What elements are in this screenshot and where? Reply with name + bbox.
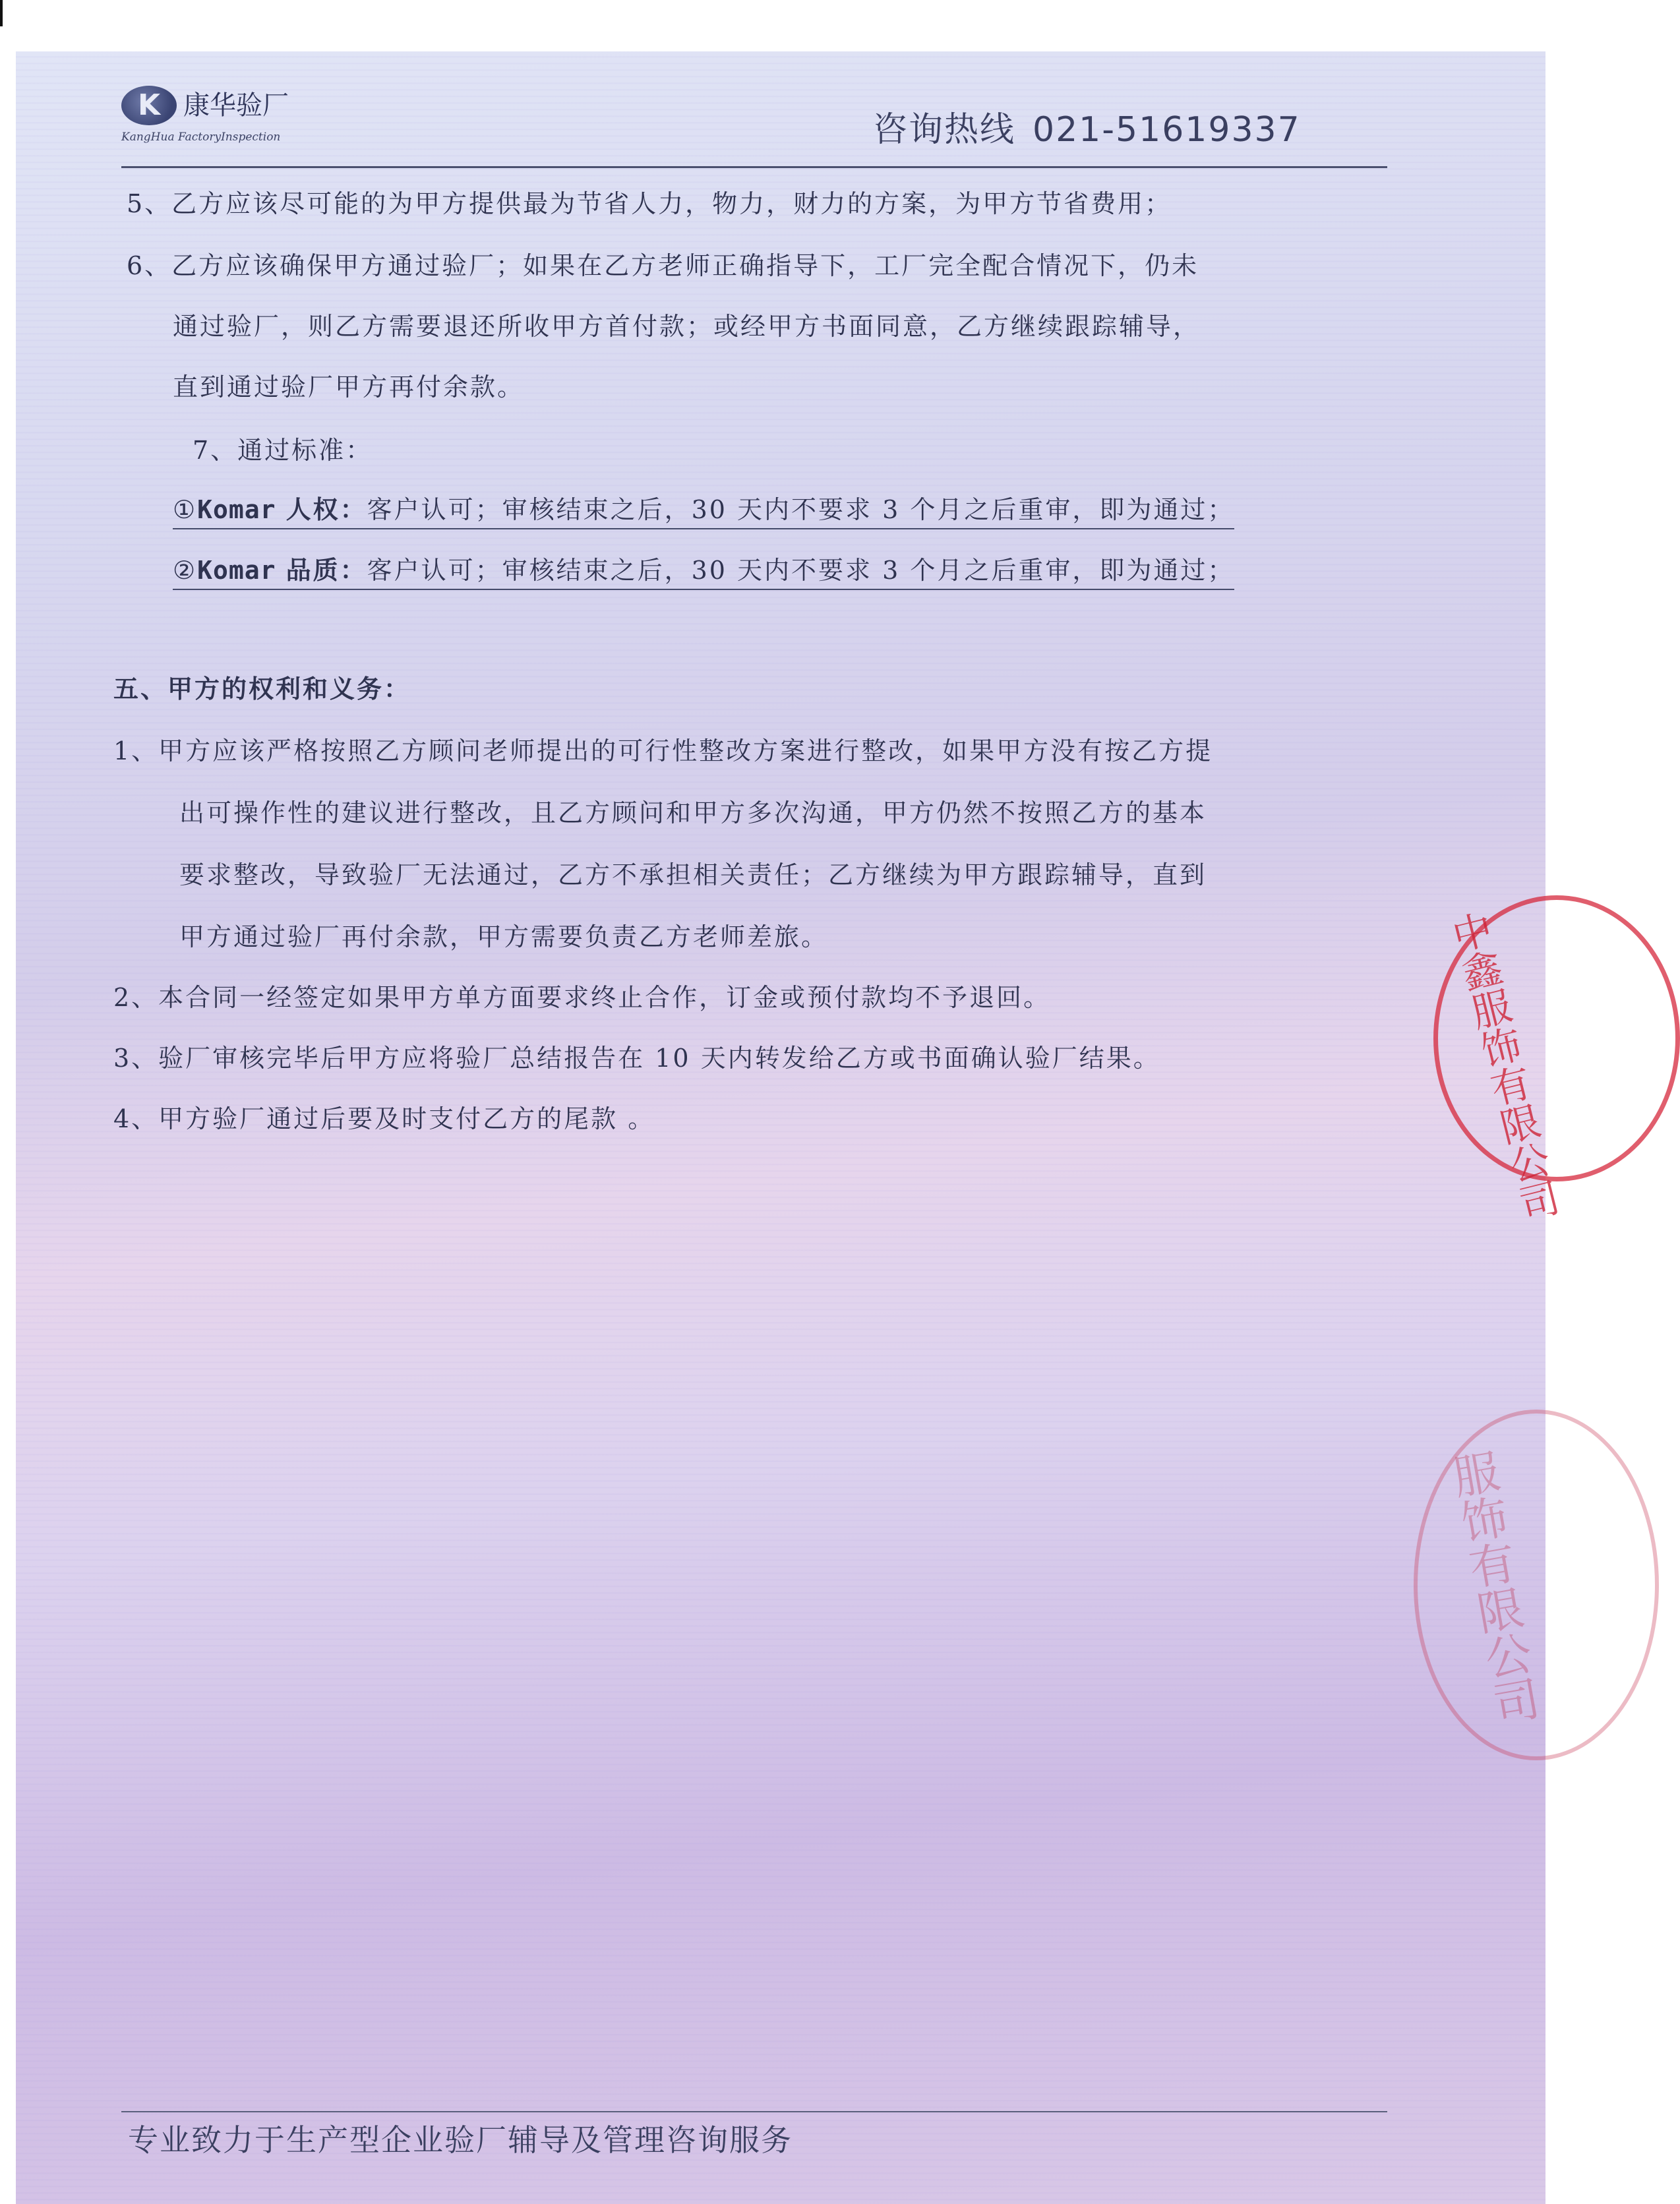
- hotline: [873, 102, 1301, 151]
- faded-seal-text: 服饰有限公司: [1442, 1446, 1544, 1729]
- standard-text: 客户认可；审核结束之后，30 天内不要求 3 个月之后重审，即为通过；: [367, 495, 1235, 524]
- clause-item: 2、本合同一经签定如果甲方单方面要求终止合作，订金或预付款均不予退回。: [113, 983, 1051, 1012]
- standard-marker: ①: [173, 495, 198, 524]
- footer-slogan: 专业致力于生产型企业验厂辅导及管理咨询服务: [128, 2122, 793, 2158]
- clause-item: 要求整改，导致验厂无法通过，乙方不承担相关责任；乙方继续为甲方跟踪辅导，直到: [179, 860, 1207, 889]
- clause-item: 通过验厂，则乙方需要退还所收甲方首付款；或经甲方书面同意，乙方继续跟踪辅导，: [173, 312, 1201, 341]
- hotline-number: 021-51619337: [1033, 110, 1301, 150]
- standard-row: [173, 489, 1234, 529]
- clause-item: 1、甲方应该严格按照乙方顾问老师提出的可行性整改方案进行整改，如果甲方没有按乙方提: [113, 736, 1213, 765]
- logo-company-name: 康华验厂: [183, 90, 289, 121]
- logo-subtitle: KangHua FactoryInspection: [121, 131, 281, 144]
- footer-divider: [121, 2111, 1387, 2112]
- standard-type: 品质：: [285, 555, 367, 585]
- clause-item: 直到通过验厂甲方再付余款。: [173, 372, 525, 402]
- standard-name: Komar: [197, 556, 276, 585]
- standard-marker: ②: [173, 556, 198, 585]
- clause-item: 4、甲方验厂通过后要及时支付乙方的尾款 。: [113, 1104, 655, 1133]
- clause-item: 6、乙方应该确保甲方通过验厂；如果在乙方老师正确指导下，工厂完全配合情况下，仍未: [127, 251, 1199, 280]
- standard-type: 人权：: [285, 494, 367, 524]
- standard-name: Komar: [197, 495, 276, 524]
- clause-item: 5、乙方应该尽可能的为甲方提供最为节省人力，物力，财力的方案，为甲方节省费用；: [127, 189, 1172, 218]
- scan-edge-mark: [0, 0, 3, 26]
- clause-item: 甲方通过验厂再付余款，甲方需要负责乙方老师差旅。: [179, 922, 829, 951]
- clause-item: 3、验厂审核完毕后甲方应将验厂总结报告在 10 天内转发给乙方或书面确认验厂结果。: [113, 1044, 1160, 1073]
- hotline-label: 咨询热线: [873, 110, 1016, 150]
- clause-item: 出可操作性的建议进行整改，且乙方顾问和甲方多次沟通，甲方仍然不按照乙方的基本: [179, 798, 1207, 827]
- standard-row: [173, 550, 1234, 590]
- header-divider: [121, 166, 1387, 168]
- section-five-title: 五、甲方的权利和义务：: [113, 674, 411, 703]
- company-logo: [121, 82, 398, 154]
- logo-k-icon: K: [121, 86, 177, 125]
- standard-text: 客户认可；审核结束之后，30 天内不要求 3 个月之后重审，即为通过；: [367, 556, 1235, 585]
- clause-item: 7、通过标准：: [193, 436, 373, 465]
- red-seal-text: 中鑫服饰有限公司: [1441, 907, 1564, 1226]
- document-page: [16, 51, 1564, 2204]
